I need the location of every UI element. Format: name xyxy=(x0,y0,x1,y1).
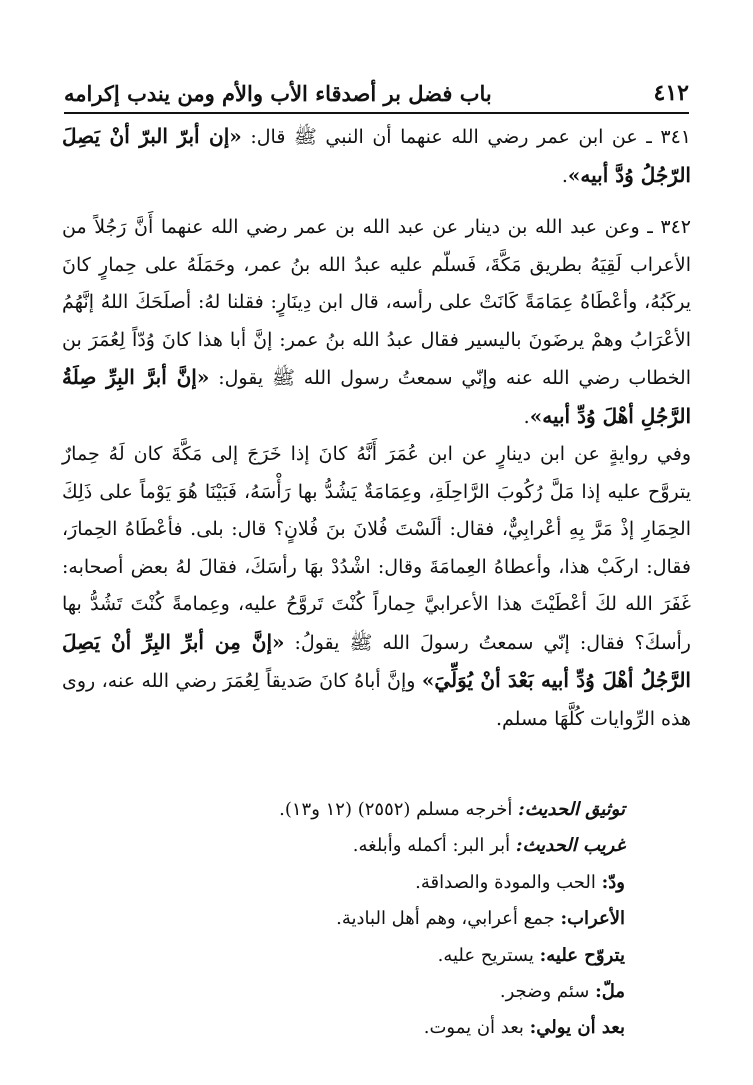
chapter-title: باب فضل بر أصدقاء الأب والأم ومن يندب إكرامه xyxy=(64,81,492,106)
glossary-row xyxy=(62,865,625,901)
riwaya-quote: «إنَّ مِن أبرِّ البِرِّ أنْ يَصِلَ الرَّجُلُ أهْلَ وُدِّ أبيه بَعْدَ أنْ يُوَلِّيَ» xyxy=(62,629,691,692)
main-text xyxy=(62,118,691,738)
glossary-term: الأعراب: xyxy=(560,908,625,930)
riwaya-end: وإنَّ أباهُ كانَ صَديقاً لِعُمَرَ رضي الله عنه، روى هذه الرِّوايات كُلَّهَا مسلم. xyxy=(62,670,691,730)
glossary-term: توثيق الحديث: xyxy=(518,799,625,820)
glossary-row xyxy=(62,792,625,828)
hadith-342 xyxy=(62,209,691,436)
glossary-term: ملّ: xyxy=(595,981,625,1003)
glossary-row xyxy=(62,828,625,864)
riwaya-paragraph xyxy=(62,436,691,738)
hadith-342-intro: ٣٤٢ ـ وعن عبد الله بن دينار عن عبد الله بن عمر رضي الله عنهما أَنَّ رَجُلاً من الأعراب لَقِيَهُ بطريق مَكَّةَ، فَسلّم عليه عبدُ الله بنُ عمر، وحَمَلَهُ على حِمارٍ كانَ يركَبُهُ، وأعْطَاهُ عِمَامَةً كَانَتْ على رأسه، قال ابن دِينَارٍ: فقلنا لهُ: أصلَحَكَ اللهُ إنَّهُمُ الأعْرَابُ وهمْ يرضَونَ باليسير فقال عبدُ الله بنُ عمر: إنَّ أبا هذا كانَ وُدّاً لِعُمَرَ بن الخطاب رضي الله عنه وإنّي سمعتُ رسول الله ﷺ يقول: xyxy=(62,216,691,389)
glossary-term: بعد أن يولي: xyxy=(529,1017,625,1039)
glossary-definition: أخرجه مسلم (٢٥٥٢) (١٢ و١٣). xyxy=(279,799,519,820)
glossary-definition: بعد أن يموت. xyxy=(423,1017,530,1039)
hadith-341-end: . xyxy=(561,164,568,187)
hadith-342-quote: «إنَّ أبرَّ البِرِّ صِلَةُ الرَّجُلِ أهْلَ وُدِّ أبيه» xyxy=(62,365,691,428)
glossary-definition: الحب والمودة والصداقة. xyxy=(415,871,602,893)
glossary-definition: أبر البر: أكمله وأبلغه. xyxy=(352,835,516,857)
page-number: ٤١٢ xyxy=(653,80,689,106)
hadith-341-intro: ٣٤١ ـ عن ابن عمر رضي الله عنهما أن النبي ﷺ قال: xyxy=(241,126,691,148)
glossary-row xyxy=(62,901,625,937)
page-header xyxy=(64,70,689,114)
glossary-definition: جمع أعرابي، وهم أهل البادية. xyxy=(336,908,561,930)
glossary-definition: سئم وضجر. xyxy=(499,981,596,1003)
riwaya-intro: وفي روايةٍ عن ابن دينارٍ عن ابن عُمَرَ أَنَّهُ كانَ إذا خَرَجَ إلى مَكَّةَ كان لَهُ حِمارٌ يتروَّح عليه إذا مَلَّ رُكُوبَ الرَّاحِلَةِ، وعِمَامَةٌ يَشُدُّ بها رَأْسَهُ، فَبَيْنَا هُوَ يَوْماً على ذَلِكَ الحِمَارِ إذْ مَرَّ بِهِ أعْرابِيٌّ، فقال: ألَسْتَ فُلانَ بنَ فُلانٍ؟ قال: بلى. فأعْطَاهُ الحِمارَ، فقال: اركَبْ هذا، وأعطاهُ العِمامَةَ وقال: اشْدُدْ بهَا رأسَكَ، فقالَ لهُ بعض أصحابه: غَفَرَ الله لكَ أعْطَيْتَ هذا الأعرابيَّ حِماراً كُنْتَ تَروَّحُ عليه، وعِمامةً كُنْتَ تَشُدُّ بها رأسكَ؟ فقال: إنّي سمعتُ رسولَ الله ﷺ يقولُ: xyxy=(62,443,691,654)
hadith-341 xyxy=(62,118,691,195)
hadith-342-end: . xyxy=(523,405,530,428)
glossary xyxy=(62,792,625,1047)
glossary-row xyxy=(62,1010,625,1046)
glossary-definition: يستريح عليه. xyxy=(437,944,540,966)
glossary-term: غريب الحديث: xyxy=(515,835,625,857)
glossary-term: ودّ: xyxy=(601,871,625,893)
glossary-row xyxy=(62,974,625,1010)
glossary-term: يتروّح عليه: xyxy=(539,944,625,966)
glossary-row xyxy=(62,938,625,974)
hadith-341-quote: «إن أبرّ البرّ أنْ يَصِلَ الرّجُلُ وُدَّ أبيه» xyxy=(62,124,691,187)
